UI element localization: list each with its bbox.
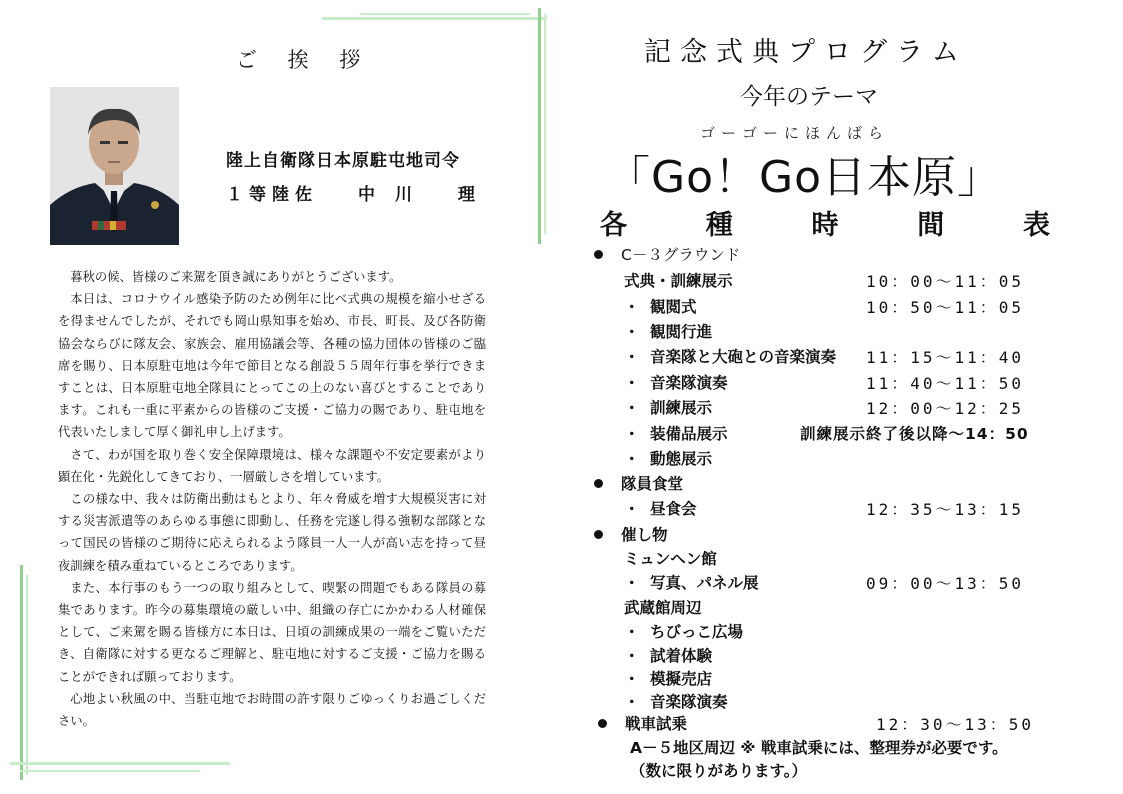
greeting-paragraph: 心地よい秋風の中、当駐屯地でお時間の許す限りごゆっくりお過ごしください。 bbox=[58, 691, 486, 729]
item-time: 10：50～11：05 bbox=[866, 298, 1025, 317]
program-title: 記念式典プログラム bbox=[644, 37, 968, 68]
section-heading bbox=[598, 712, 687, 734]
item-label: 観閲行進 bbox=[650, 323, 713, 341]
schedule-item: ・ 動態展示 bbox=[624, 450, 713, 468]
schedule-item: ・ 試着体験 bbox=[624, 647, 713, 665]
item-label: 音楽隊演奏 bbox=[650, 693, 728, 711]
schedule-item: ・ ちびっこ広場 bbox=[624, 623, 744, 641]
schedule-item: ・ 音楽隊演奏 bbox=[624, 693, 728, 711]
bullet-icon bbox=[594, 250, 603, 259]
greeting-paragraph: この様な中、我々は防衛出動はもとより、年々脅威を増す大規模災害に対する災害派遣等のあらゆる事態に即動し、任務を完遂し得る強靭な部隊となって国民の皆様のご期待に応えられるよう隊員一人一人が高い志を持って昼夜訓練を積み重ねているところであります。 bbox=[58, 492, 486, 573]
schedule-item: ・ 訓練展示 bbox=[624, 399, 713, 417]
item-label: 式典・訓練展示 bbox=[624, 272, 733, 290]
frame-line bbox=[322, 17, 547, 20]
item-label: 動態展示 bbox=[650, 450, 713, 468]
frame-line bbox=[20, 770, 200, 772]
item-time: 10：00～11：05 bbox=[866, 272, 1025, 291]
venue-label: ミュンヘン館 bbox=[624, 550, 717, 568]
frame-line bbox=[26, 575, 28, 775]
item-time: 09：00～13：50 bbox=[866, 574, 1025, 593]
frame-line bbox=[10, 762, 230, 765]
greeting-paragraph: 暮秋の候、皆様のご来駕を頂き誠にありがとうございます。 bbox=[70, 270, 402, 284]
theme-label: 今年のテーマ bbox=[740, 84, 878, 110]
commander-rank: １等陸佐 bbox=[226, 185, 318, 205]
greeting-paragraph: さて、わが国を取り巻く安全保障環境は、様々な課題や不安定要素がより顕在化・先鋭化してきており、一層厳しさを増しています。 bbox=[58, 447, 486, 484]
schedule-title-char: 種 bbox=[705, 210, 733, 241]
section-label: 催し物 bbox=[621, 526, 668, 544]
schedule-title-char: 表 bbox=[1023, 210, 1050, 241]
schedule-title-char: 各 bbox=[600, 210, 627, 241]
tank-note-limit: （数に限りがあります。） bbox=[630, 762, 808, 780]
schedule-item: ・ 昼食会 bbox=[624, 500, 697, 518]
greeting-paragraph: 本日は、コロナウイル感染予防のため例年に比べ式典の規模を縮小せざるを得ませんでしたが、それでも岡山県知事を始め、市長、町長、及び各防衛協会ならびに隊友会、家族会、雇用協議会等、各種の協力団体の皆様のご臨席を賜り、日本原駐屯地は今年で節目となる創設５５周年行事を挙行できますことは、日本原駐屯地全隊員にとってこの上のない喜びとすることであります。これも一重に平素からの皆様のご支援・ご協力の賜であり、駐屯地を代表いたしまして厚く御礼申し上げます。 bbox=[58, 292, 486, 440]
section-label: 隊員食堂 bbox=[621, 475, 684, 493]
commander-name-line bbox=[226, 180, 495, 205]
frame-line bbox=[360, 13, 530, 15]
venue-label: 武蔵館周辺 bbox=[624, 599, 702, 617]
frame-line bbox=[538, 8, 541, 244]
greeting-paragraph: また、本行事のもう一つの取り組みとして、喫緊の問題でもある隊員の募集であります。昨今の募集環境の厳しい中、組織の存亡にかかわる人材確保として、ご来駕を賜る皆様方に本日は、日頃の訓練成果の一端をご覧いただき、自衛隊に対する更なるご理解と、駐屯地に対するご支援・ご協力を賜ることができれば願っております。 bbox=[58, 580, 486, 684]
tank-note: A－５地区周辺 ※ 戦車試乗には、整理券が必要です。 bbox=[630, 739, 1008, 757]
item-label: 音楽隊と大砲との音楽演奏 bbox=[650, 348, 837, 366]
item-label: 音楽隊演奏 bbox=[650, 374, 728, 392]
section-label: C－３グラウンド bbox=[621, 246, 741, 264]
bullet-icon bbox=[598, 719, 607, 728]
schedule-item: ・ 観閲行進 bbox=[624, 323, 713, 341]
bullet-icon bbox=[594, 479, 603, 488]
commander-portrait bbox=[50, 87, 179, 245]
theme-ruby: ゴーゴーにほんばら bbox=[700, 124, 890, 142]
schedule-item: ・ 音楽隊演奏 bbox=[624, 374, 728, 392]
schedule-item bbox=[624, 269, 733, 291]
bullet-icon bbox=[594, 530, 603, 539]
schedule-title bbox=[600, 203, 1050, 242]
schedule-title-char: 時 bbox=[811, 210, 839, 241]
schedule-item: ・ 観閲式 bbox=[624, 298, 697, 316]
frame-line bbox=[544, 14, 546, 234]
schedule-title-char: 間 bbox=[917, 210, 945, 241]
item-label: 模擬売店 bbox=[650, 670, 713, 688]
section-heading bbox=[594, 472, 683, 494]
commander-title: 陸上自衛隊日本原駐屯地司令 bbox=[226, 151, 460, 171]
item-time: 訓練展示終了後以降～14：50 bbox=[800, 425, 1029, 443]
item-time: 12：00～12：25 bbox=[866, 399, 1025, 418]
item-label: 写真、パネル展 bbox=[650, 574, 759, 592]
item-label: ちびっこ広場 bbox=[650, 623, 744, 641]
schedule-item: ・ 写真、パネル展 bbox=[624, 574, 759, 592]
item-label: 昼食会 bbox=[650, 500, 697, 518]
item-label: 訓練展示 bbox=[650, 399, 713, 417]
schedule-item: ・ 音楽隊と大砲との音楽演奏 bbox=[624, 348, 837, 366]
greeting-title: ご 挨 拶 bbox=[236, 48, 373, 72]
item-time: 11：15～11：40 bbox=[866, 348, 1025, 367]
section-label: 戦車試乗 bbox=[625, 715, 688, 733]
schedule-item: ・ 装備品展示 bbox=[624, 425, 728, 443]
commander-photo bbox=[50, 87, 179, 245]
item-label: 装備品展示 bbox=[650, 425, 728, 443]
section-heading bbox=[594, 243, 740, 265]
item-time: 11：40～11：50 bbox=[866, 374, 1025, 393]
schedule-item: ・ 模擬売店 bbox=[624, 670, 713, 688]
item-time: 12：30～13：50 bbox=[876, 715, 1035, 734]
commander-name: 中川 理 bbox=[358, 185, 495, 205]
greeting-body bbox=[58, 266, 486, 732]
section-heading bbox=[594, 523, 668, 545]
item-label: 試着体験 bbox=[650, 647, 713, 665]
item-time: 12：35～13：15 bbox=[866, 500, 1025, 519]
item-label: 観閲式 bbox=[650, 298, 697, 316]
theme-title: 「Go！Go日本原」 bbox=[606, 152, 1003, 203]
frame-line bbox=[20, 565, 23, 780]
